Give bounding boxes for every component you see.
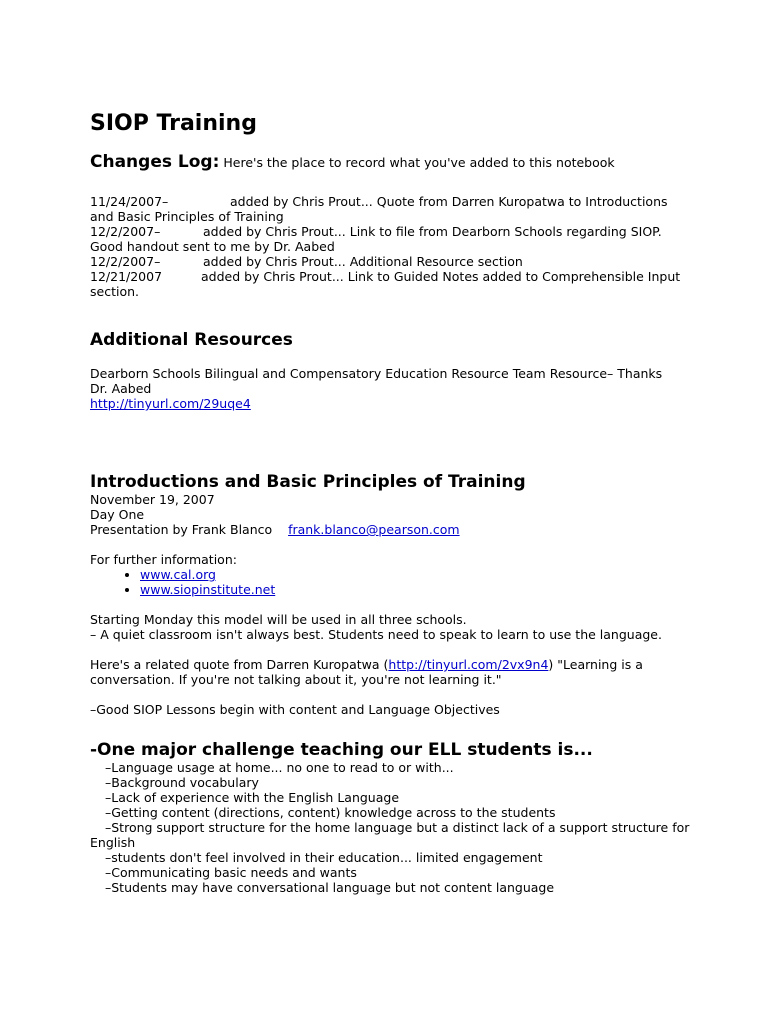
resource-description: Dearborn Schools Bilingual and Compensatory Education Resource Team Resource– Thanks Dr. Aabed — [90, 366, 663, 396]
log-entry — [90, 194, 690, 224]
intro-line-1: Starting Monday this model will be used in all three schools. — [90, 612, 467, 627]
log-entry-date: 12/2/2007– — [90, 254, 161, 269]
quote-suffix: ) "Learning is a conversation. If you're not talking about it, you're not learning it." — [90, 657, 643, 687]
presenter-text: Presentation by Frank Blanco — [90, 522, 273, 537]
list-item: –Communicating basic needs and wants — [105, 865, 357, 880]
changes-log-heading: Changes Log: — [90, 152, 220, 172]
presenter-email-link[interactable]: frank.blanco@pearson.com — [288, 522, 460, 537]
intro-presenter-line — [90, 522, 690, 537]
list-item — [140, 567, 690, 582]
list-item: –Background vocabulary — [105, 775, 259, 790]
log-entry-date: 12/2/2007– — [90, 224, 161, 239]
cal-org-link[interactable]: www.cal.org — [140, 567, 216, 582]
quote-link[interactable]: http://tinyurl.com/2vx9n4 — [388, 657, 549, 672]
list-item: –Lack of experience with the English Language — [105, 790, 400, 805]
resource-link[interactable]: http://tinyurl.com/29uqe4 — [90, 396, 251, 411]
additional-resources-section — [90, 366, 680, 411]
log-entry-text: added by Chris Prout... Quote from Darren Kuropatwa to Introductions and Basic Principles of Training — [90, 194, 668, 224]
challenge-heading: -One major challenge teaching our ELL students is... — [90, 740, 593, 760]
list-item: –Students may have conversational language but not content language — [105, 880, 555, 895]
changes-log-header — [90, 152, 710, 172]
list-item: –Language usage at home... no one to read to or with... — [105, 760, 454, 775]
objectives-line: –Good SIOP Lessons begin with content and Language Objectives — [90, 702, 500, 717]
further-info-label: For further information: — [90, 552, 237, 567]
changes-log-subtitle: Here's the place to record what you've added to this notebook — [223, 155, 615, 170]
log-entry-text: added by Chris Prout... Link to Guided Notes added to Comprehensible Input section. — [90, 269, 681, 299]
quote-paragraph — [90, 657, 670, 687]
log-entry-text: added by Chris Prout... Link to file from Dearborn Schools regarding SIOP. Good handout sent to me by Dr. Aabed — [90, 224, 662, 254]
additional-resources-heading: Additional Resources — [90, 330, 293, 350]
list-item: –Getting content (directions, content) knowledge across to the students — [105, 805, 556, 820]
log-entry-date: 11/24/2007– — [90, 194, 169, 209]
info-links-list — [90, 567, 690, 597]
intro-section — [90, 492, 690, 717]
intro-line-2: – A quiet classroom isn't always best. Students need to speak to learn to use the language. — [90, 627, 662, 642]
log-entry-text: added by Chris Prout... Additional Resource section — [203, 254, 523, 269]
log-entry — [90, 224, 690, 254]
challenge-list — [90, 760, 710, 895]
page-title: SIOP Training — [90, 111, 257, 136]
list-item — [140, 582, 690, 597]
log-entry — [90, 254, 690, 269]
list-item: –Strong support structure for the home language but a distinct lack of a support structure for English — [90, 820, 690, 850]
siopinstitute-link[interactable]: www.siopinstitute.net — [140, 582, 276, 597]
log-entry — [90, 269, 690, 299]
quote-prefix: Here's a related quote from Darren Kuropatwa ( — [90, 657, 389, 672]
log-entry-date: 12/21/2007 — [90, 269, 163, 284]
intro-date: November 19, 2007 — [90, 492, 215, 507]
list-item: –students don't feel involved in their education... limited engagement — [105, 850, 543, 865]
intro-day: Day One — [90, 507, 145, 522]
intro-heading: Introductions and Basic Principles of Training — [90, 472, 526, 492]
changes-log-list — [90, 194, 690, 299]
